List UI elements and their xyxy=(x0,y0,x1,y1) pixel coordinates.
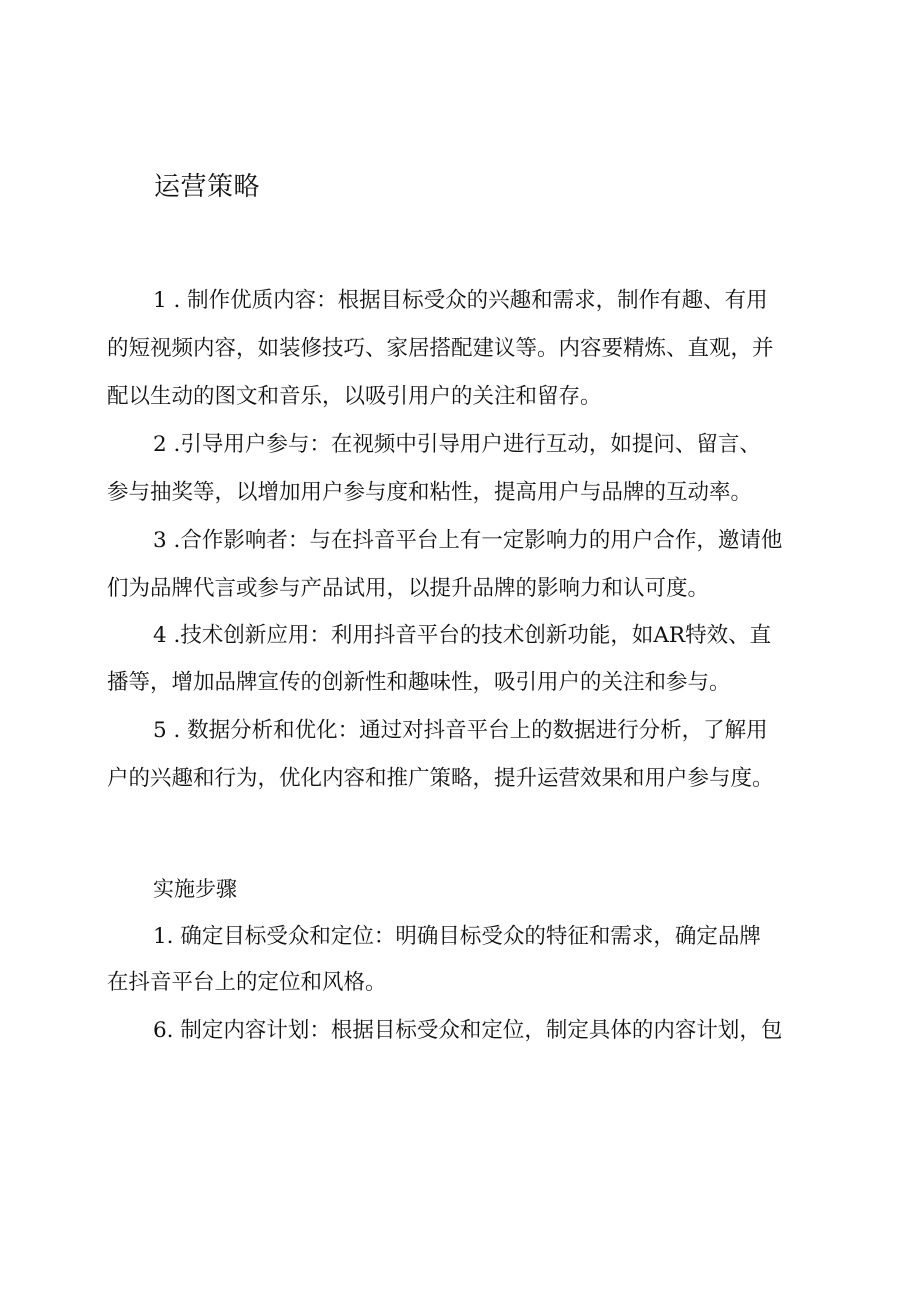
step-1-line-1: 1. 确定目标受众和定位：明确目标受众的特征和需求，确定品牌 xyxy=(153,924,761,949)
strategy-4-line-1: 4 .技术创新应用：利用抖音平台的技术创新功能，如AR特效、直 xyxy=(153,623,772,648)
strategy-3-line-2: 们为品牌代言或参与产品试用，以提升品牌的影响力和认可度。 xyxy=(107,576,710,601)
strategy-1-line-3: 配以生动的图文和音乐，以吸引用户的关注和留存。 xyxy=(107,384,602,409)
strategy-1-line-1: 1 . 制作优质内容：根据目标受众的兴趣和需求，制作有趣、有用 xyxy=(153,288,768,313)
strategy-2-line-2: 参与抽奖等，以增加用户参与度和粘性，提高用户与品牌的互动率。 xyxy=(107,480,753,505)
strategy-5-line-1: 5 . 数据分析和优化：通过对抖音平台上的数据进行分析，了解用 xyxy=(153,718,768,743)
page-title: 运营策略 xyxy=(154,172,261,202)
strategy-4-line-2: 播等，增加品牌宣传的创新性和趣味性，吸引用户的关注和参与。 xyxy=(107,670,731,695)
section-title: 实施步骤 xyxy=(153,877,237,901)
strategy-2-line-1: 2 .引导用户参与：在视频中引导用户进行互动，如提问、留言、 xyxy=(153,432,761,457)
step-6-line-1: 6. 制定内容计划：根据目标受众和定位，制定具体的内容计划，包 xyxy=(153,1018,783,1043)
strategy-1-line-2: 的短视频内容，如装修技巧、家居搭配建议等。内容要精炼、直观，并 xyxy=(107,336,774,361)
strategy-5-line-2: 户的兴趣和行为，优化内容和推广策略，提升运营效果和用户参与度。 xyxy=(107,766,774,791)
strategy-3-line-1: 3 .合作影响者：与在抖音平台上有一定影响力的用户合作，邀请他 xyxy=(153,528,783,553)
step-1-line-2: 在抖音平台上的定位和风格。 xyxy=(107,970,387,995)
